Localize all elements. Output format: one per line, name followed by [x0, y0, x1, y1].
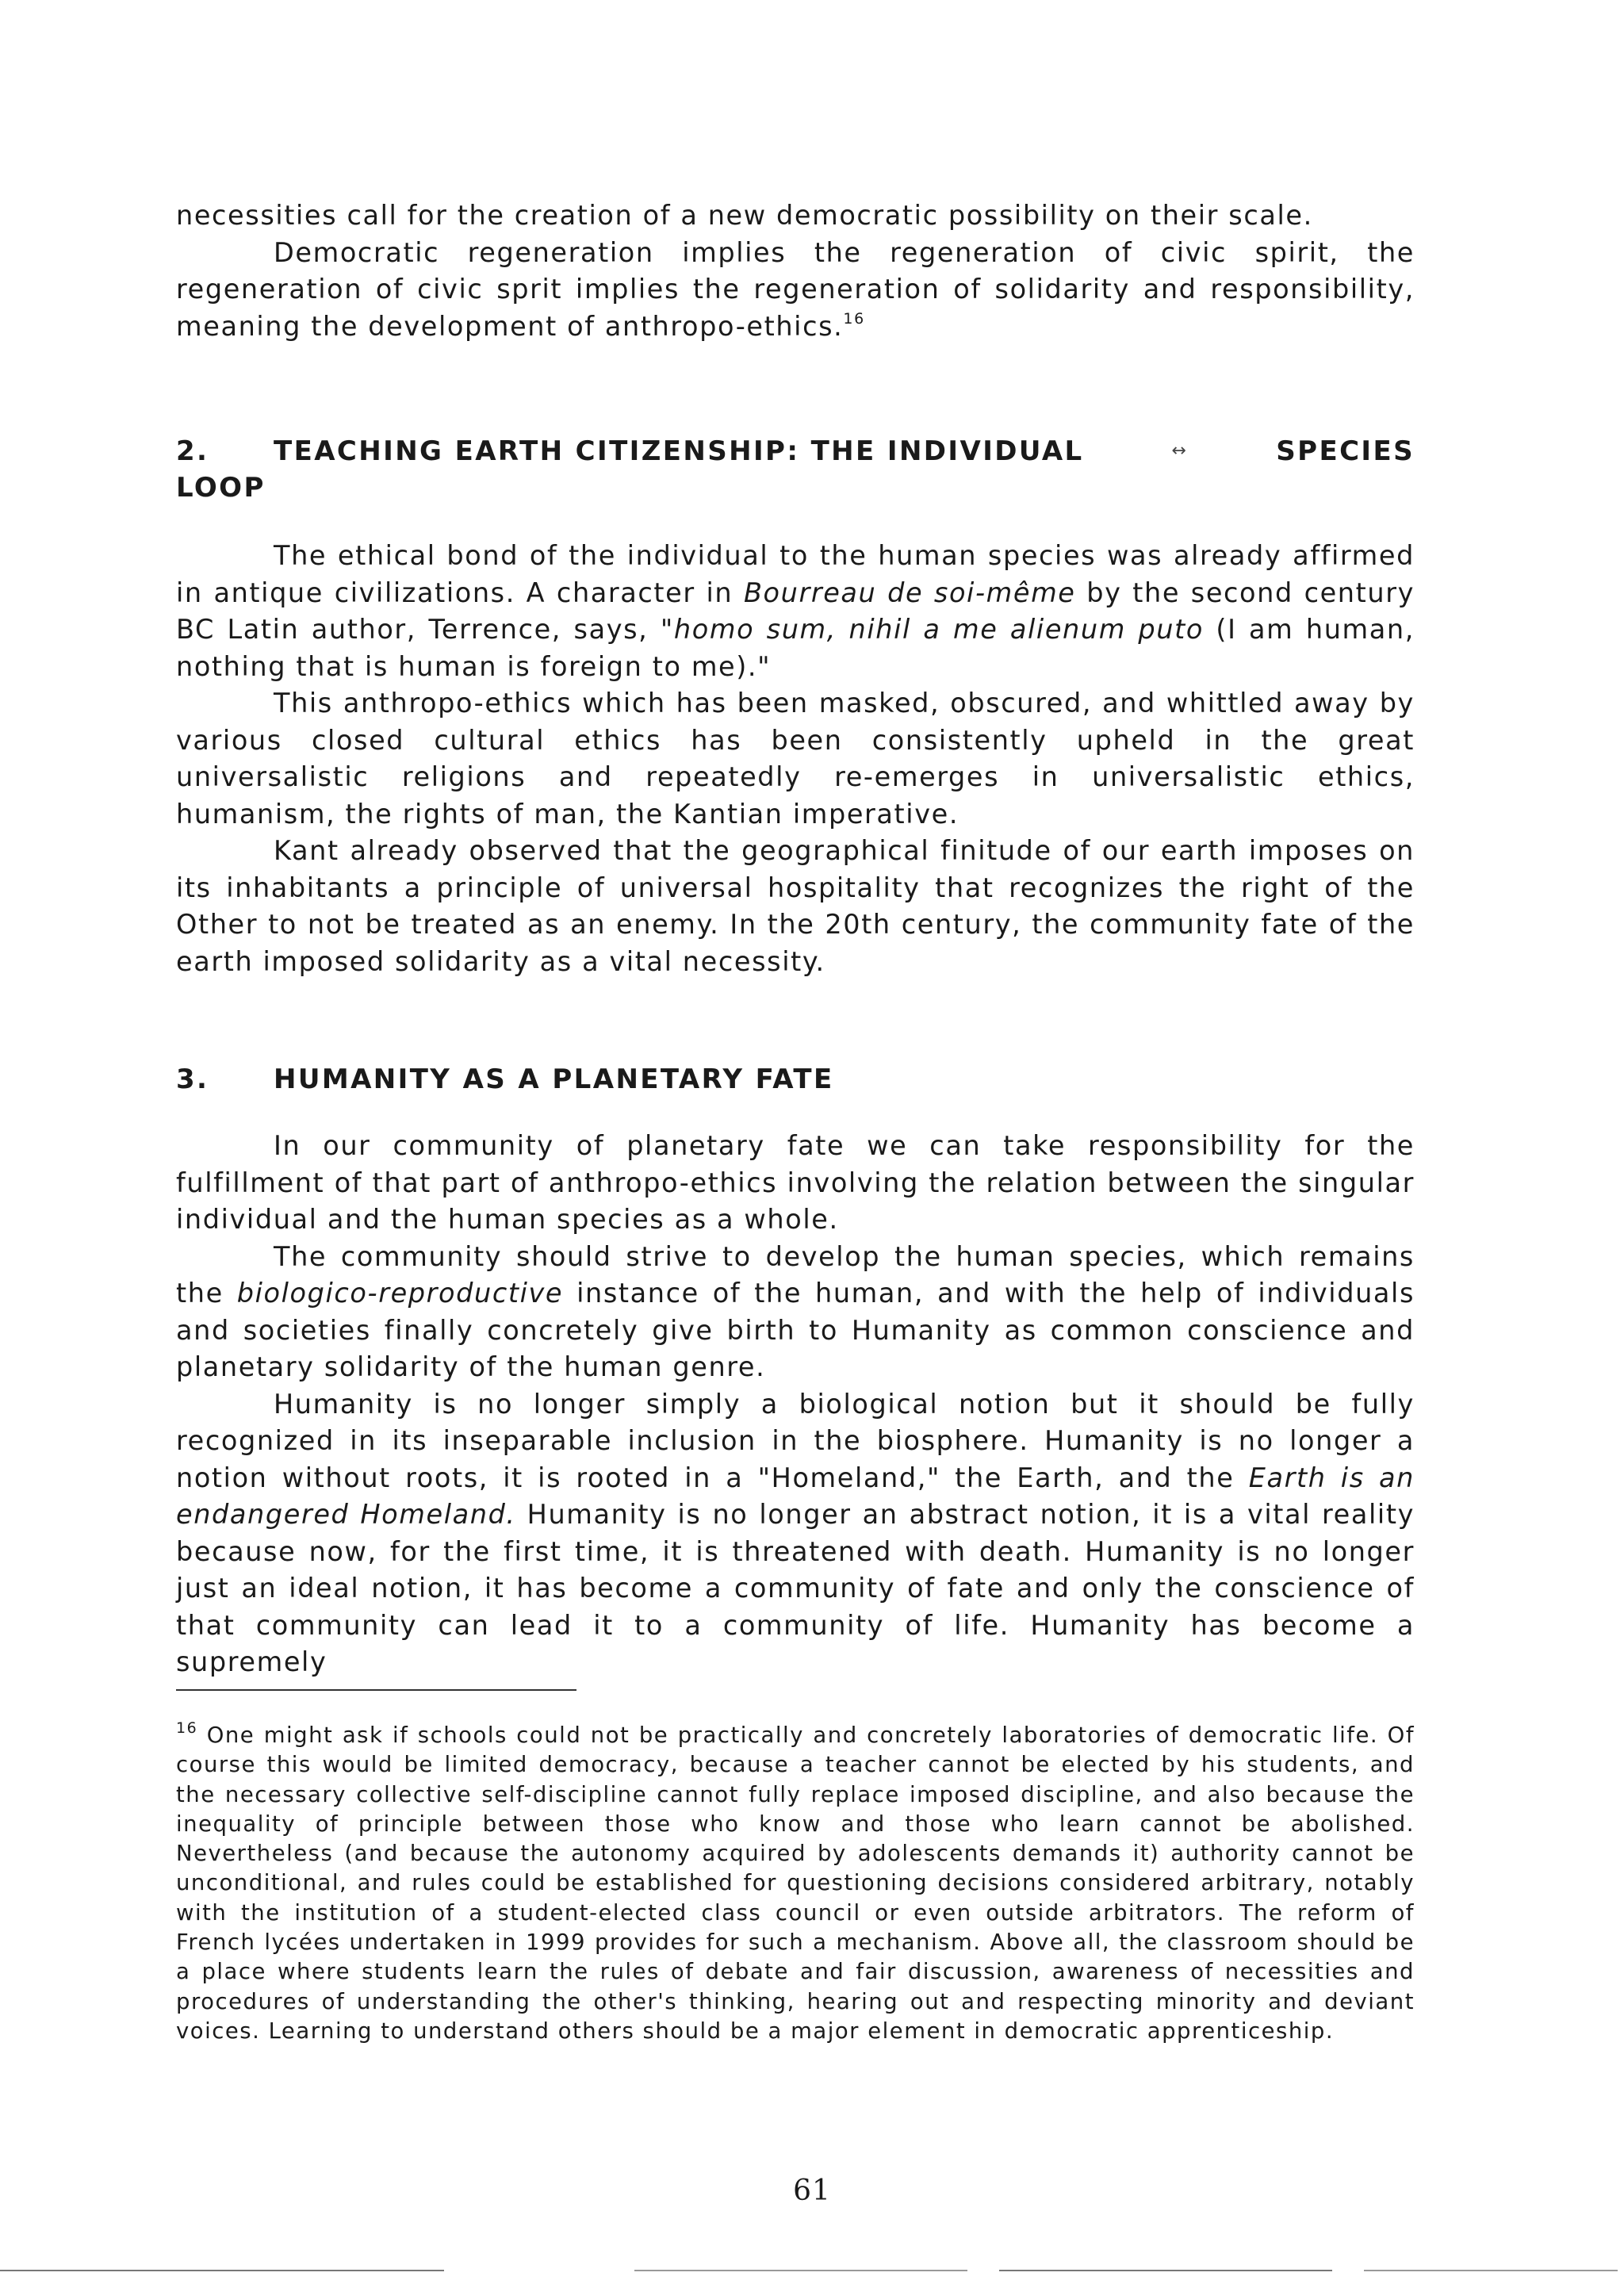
footnote-reference: 16 — [843, 310, 865, 328]
section-2-title-a: TEACHING EARTH CITIZENSHIP: THE INDIVIDUAL — [274, 435, 1084, 467]
section-2-p1-text-a: The ethical bond of the individual to the human species was already affirmed in antique civilizations. A character in — [176, 540, 1415, 608]
section-3-paragraph-1: In our community of planetary fate we can take responsibility for the fulfillment of that part of anthropo-ethics involving the relation between the singular individual and the human species as a whole. — [176, 1130, 1415, 1235]
intro-paragraph-1: necessities call for the creation of a new democratic possibility on their scale. — [176, 200, 1313, 231]
scan-artifact-line — [0, 2270, 444, 2271]
intro-block — [176, 197, 1415, 345]
footnote-marker: 16 — [176, 1719, 198, 1737]
section-3-p3-italic: Earth is an endangered Homeland. — [176, 1462, 1415, 1530]
section-2-title-c: LOOP — [176, 472, 266, 504]
intro-paragraph-2 — [176, 235, 1415, 346]
section-3-body — [176, 1128, 1415, 1681]
section-2-p1-latin-italic: homo sum, nihil a me alienum puto — [673, 614, 1204, 645]
scan-artifact-line — [1364, 2270, 1618, 2271]
section-2-heading — [176, 433, 1415, 506]
section-3-p2-italic: biologico-reproductive — [236, 1278, 564, 1309]
section-2-p1-text-c: by the second century BC Latin author, Terrence, says, " — [176, 577, 1415, 645]
section-3-p3-text-a: Humanity is no longer simply a biological notion but it should be fully recognized in its inseparable inclusion in the biosphere. Humanity is no longer a notion without roots, it is rooted in a "Homeland," the Earth, and the — [176, 1388, 1415, 1493]
scan-artifact-line — [999, 2270, 1332, 2271]
section-3-title: HUMANITY AS A PLANETARY FATE — [274, 1063, 834, 1095]
section-2-body — [176, 538, 1415, 980]
section-2-p1-text-e: (I am human, nothing that is human is foreign to me)." — [176, 614, 1415, 682]
section-2-number: 2. — [176, 435, 209, 467]
section-3-p3-text-c: Humanity is no longer an abstract notion, it is a vital reality because now, for the first time, it is threatened with death. Humanity is no longer just an ideal notion, it has become a community of fate and only the conscience of that community can lead it to a community of life. Humanity has become a supremely — [176, 1499, 1415, 1677]
section-3-p2-text-c: instance of the human, and with the help of individuals and societies finally concretely give birth to Humanity as common conscience and planetary solidarity of the human genre. — [176, 1278, 1415, 1382]
footnote-text: One might ask if schools could not be practically and concretely laboratories of democratic life. Of course this would be limited democracy, because a teacher cannot be elected by his students, and the necessary collective self-discipline cannot fully replace imposed discipline, and also because the inequality of principle between those who know and those who learn cannot be abolished. Nevertheless (and because the autonomy acquired by adolescents demands it) authority cannot be unconditional, and rules could be established for questioning decisions considered arbitrary, notably with the institution of a student-elected class council or even outside arbitrators. The reform of French lycées undertaken in 1999 provides for such a mechanism. Above all, the classroom should be a place where students learn the rules of debate and fair discussion, awareness of necessities and procedures of understanding the other's thinking, hearing out and respecting minority and deviant voices. Learning to understand others should be a major element in democratic apprenticeship. — [176, 1723, 1415, 2044]
section-2-paragraph-1 — [176, 538, 1415, 685]
intro-paragraph-2-text: Democratic regeneration implies the regeneration of civic spirit, the regeneration of civic sprit implies the regeneration of solidarity and responsibility, meaning the development of anthropo-ethics. — [176, 236, 1415, 342]
bidirectional-arrow-icon: ↔ — [1171, 441, 1189, 461]
scan-artifact-line — [634, 2270, 967, 2271]
section-2-paragraph-2: This anthropo-ethics which has been masked, obscured, and whittled away by various closed cultural ethics has been consistently upheld in the great universalistic religions and repeatedly re-emerges in universalistic ethics, humanism, the rights of man, the Kantian imperative. — [176, 688, 1415, 830]
section-2-paragraph-3: Kant already observed that the geographical finitude of our earth imposes on its inhabitants a principle of universal hospitality that recognizes the right of the Other to not be treated as an enemy. In the 20th century, the community fate of the earth imposed solidarity as a vital necessity. — [176, 835, 1415, 977]
section-2-title-b: SPECIES — [1276, 435, 1415, 467]
section-2-heading-main — [176, 433, 1084, 469]
section-3-paragraph-2 — [176, 1239, 1415, 1386]
footnote-paragraph — [176, 1721, 1415, 2046]
page-number: 61 — [793, 2175, 831, 2207]
section-3-number: 3. — [176, 1063, 209, 1095]
footnote-16 — [176, 1721, 1415, 2046]
footnote-divider — [176, 1689, 576, 1691]
section-2-heading-line-1 — [176, 433, 1415, 469]
section-3-heading — [176, 1061, 1415, 1098]
section-3-paragraph-3 — [176, 1386, 1415, 1681]
section-3-p2-text-a: The community should strive to develop the human species, which remains the — [176, 1240, 1415, 1309]
section-2-p1-title-italic: Bourreau de soi-même — [743, 577, 1076, 608]
